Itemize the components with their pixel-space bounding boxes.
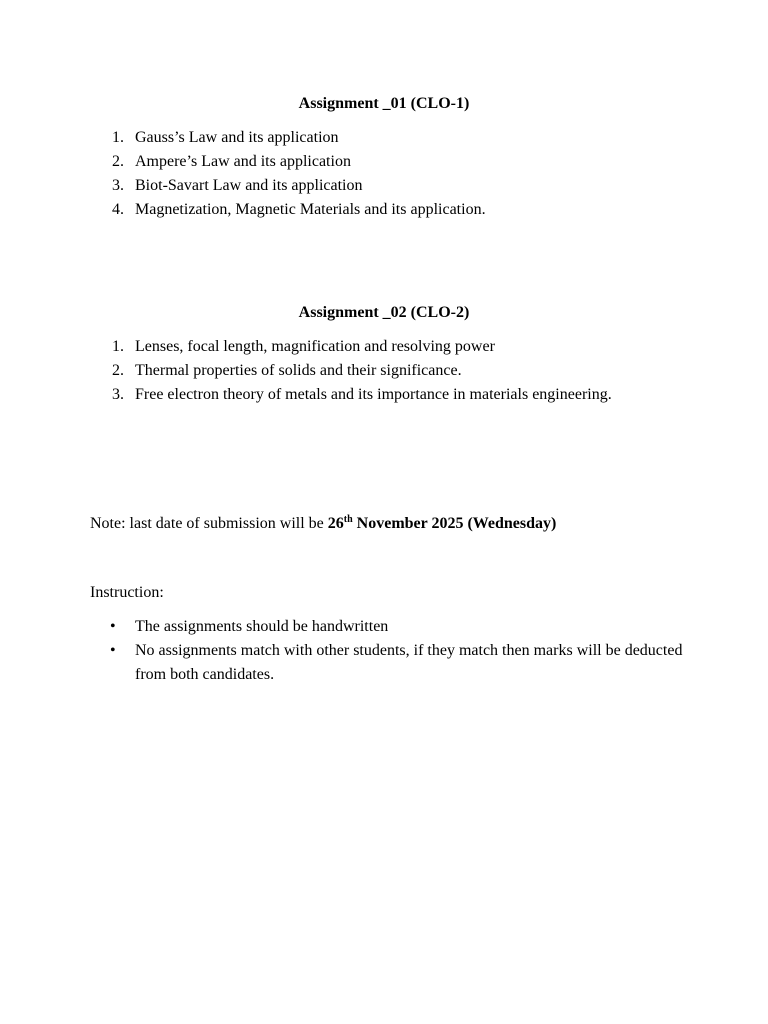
list-number: 2. [112, 153, 124, 170]
list-item [90, 383, 690, 407]
list-number: 3. [112, 177, 124, 194]
list-item-text: The assignments should be handwritten [135, 618, 389, 635]
note-date-rest: November 2025 (Wednesday) [352, 515, 557, 532]
list-item-text: Magnetization, Magnetic Materials and its application. [135, 201, 486, 218]
instruction-label: Instruction: [90, 584, 164, 601]
list-item [90, 174, 690, 198]
list-item [90, 150, 690, 174]
list-number: 4. [112, 201, 124, 218]
list-item [90, 359, 690, 383]
list-item [90, 126, 690, 150]
note-day: 26 [327, 515, 344, 532]
list-number: 3. [112, 386, 124, 403]
list-item-text: Free electron theory of metals and its importance in materials engineering. [135, 386, 612, 403]
assignment-2-list [90, 335, 690, 407]
list-item-text: Lenses, focal length, magnification and resolving power [135, 338, 495, 355]
submission-note [90, 512, 556, 536]
instruction-list [90, 615, 690, 687]
assignment-1-title: Assignment _01 (CLO-1) [298, 95, 470, 112]
list-item-text: Biot-Savart Law and its application [135, 177, 363, 194]
note-day-suffix: th [343, 514, 353, 525]
note-prefix: Note: last date of submission will be [90, 515, 328, 532]
assignment-2-title: Assignment _02 (CLO-2) [298, 304, 470, 321]
list-item [90, 198, 690, 222]
list-item [90, 335, 690, 359]
list-number: 2. [112, 362, 124, 379]
note-date [328, 515, 557, 532]
list-number: 1. [112, 129, 124, 146]
assignment-1-list [90, 126, 690, 222]
list-item-text: Thermal properties of solids and their significance. [135, 362, 462, 379]
list-item-text: Ampere’s Law and its application [135, 153, 351, 170]
list-item [90, 615, 690, 639]
bullet-icon: • [110, 642, 116, 659]
list-item-text: Gauss’s Law and its application [135, 129, 339, 146]
list-number: 1. [112, 338, 124, 355]
bullet-icon: • [110, 618, 116, 635]
list-item [90, 639, 690, 687]
list-item-text: No assignments match with other students, if they match then marks will be deducted from both candidates. [135, 642, 683, 683]
